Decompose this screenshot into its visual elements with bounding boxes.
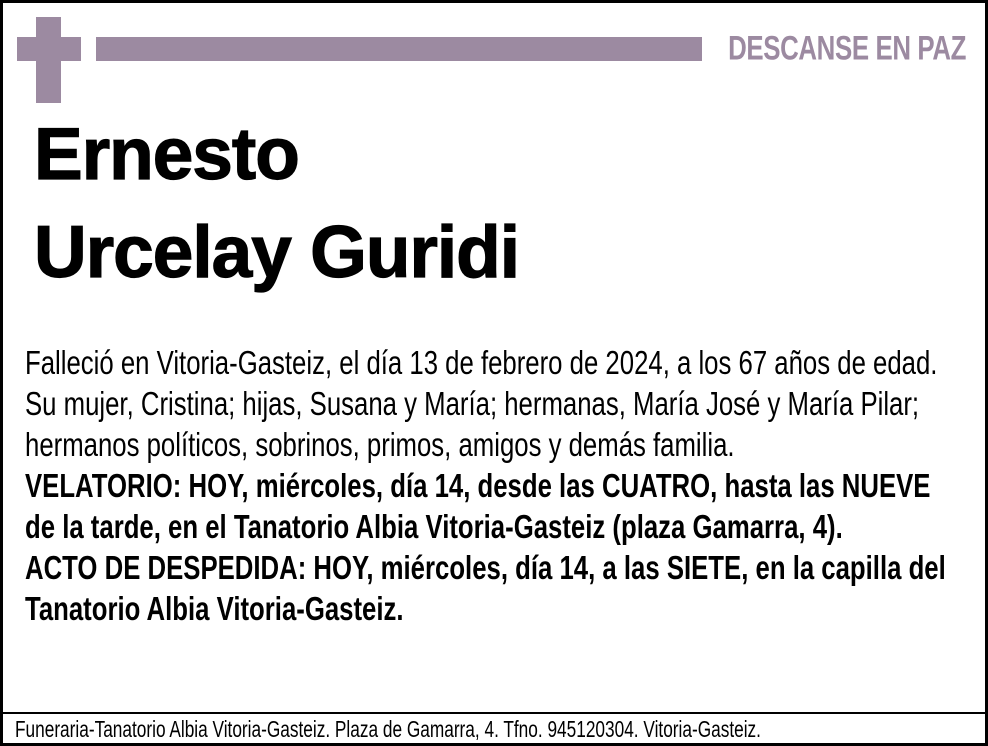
wake-paragraph: VELATORIO: HOY, miércoles, día 14, desde las CUATRO, hasta las NUEVE de la tarde, en el Tanatorio Albia Vitoria-Gasteiz (plaza Gamarra, 4). — [25, 467, 931, 545]
deceased-surnames: Urcelay Guridi — [34, 212, 520, 293]
footer — [3, 712, 985, 743]
death-notice-paragraph: Falleció en Vitoria-Gasteiz, el día 13 de febrero de 2024, a los 67 años de edad. — [25, 344, 938, 381]
deceased-first-name: Ernesto — [34, 114, 299, 195]
rest-in-peace-text: DESCANSE EN PAZ — [728, 29, 966, 68]
family-paragraph: Su mujer, Cristina; hijas, Susana y María; hermanas, María José y María Pilar; hermanos políticos, sobrinos, primos, amigos y demás familia. — [25, 385, 920, 463]
notice-content — [3, 3, 985, 629]
deceased-name — [34, 106, 985, 302]
funeral-home-info: Funeraria-Tanatorio Albia Vitoria-Gasteiz. Plaza de Gamarra, 4. Tfno. 945120304. Vitoria-Gasteiz. — [15, 716, 761, 742]
farewell-paragraph: ACTO DE DESPEDIDA: HOY, miércoles, día 14, a las SIETE, en la capilla del Tanatorio Albia Vitoria-Gasteiz. — [25, 549, 946, 627]
